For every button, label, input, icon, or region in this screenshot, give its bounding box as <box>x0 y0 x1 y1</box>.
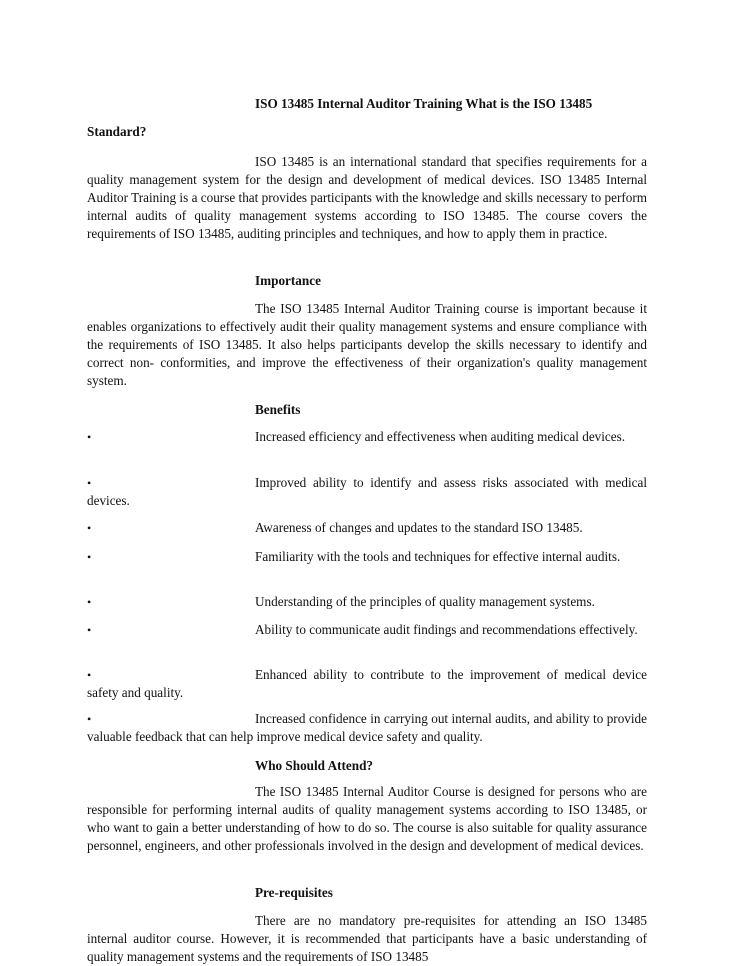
document-title-continued: Standard? <box>87 124 147 139</box>
bullet-icon: • <box>87 550 92 564</box>
benefit-text: Ability to communicate audit findings and recommendations effectively. <box>255 622 638 637</box>
benefit-text: Enhanced ability to contribute to the improvement of medical device safety and quality. <box>87 667 647 700</box>
benefit-item <box>87 710 647 746</box>
bullet-icon: • <box>87 623 92 637</box>
benefit-item <box>87 593 647 611</box>
document-title: ISO 13485 Internal Auditor Training What is the ISO 13485 <box>255 96 593 111</box>
benefit-text: Increased efficiency and effectiveness when auditing medical devices. <box>255 429 626 444</box>
bullet-icon: • <box>87 595 92 609</box>
benefit-text: Improved ability to identify and assess risks associated with medical devices. <box>87 475 647 508</box>
prerequisites-heading: Pre-requisites <box>255 885 333 900</box>
bullet-icon: • <box>87 668 92 682</box>
benefit-item <box>87 548 647 566</box>
bullet-icon: • <box>87 712 92 726</box>
intro-paragraph: ISO 13485 is an international standard that specifies requirements for a quality management system for the design and development of medical devices. ISO 13485 Internal Auditor Training is a course that provides participants with the knowledge and skills necessary to perform internal audits of quality management systems according to ISO 13485. The course covers the requirements of ISO 13485, auditing principles and techniques, and how to apply them in practice. <box>87 154 647 241</box>
benefit-item <box>87 474 647 510</box>
who-should-attend-heading: Who Should Attend? <box>255 758 373 773</box>
importance-heading: Importance <box>255 273 321 288</box>
benefit-text: Understanding of the principles of quality management systems. <box>255 594 595 609</box>
bullet-icon: • <box>87 476 92 490</box>
benefit-text: Familiarity with the tools and techniques for effective internal audits. <box>255 549 621 564</box>
benefit-item <box>87 666 647 702</box>
prerequisites-paragraph: There are no mandatory pre-requisites for attending an ISO 13485 internal auditor course. However, it is recommended that participants have a basic understanding of quality management systems and the requirements of ISO 13485 <box>87 913 647 964</box>
bullet-icon: • <box>87 430 92 444</box>
bullet-icon: • <box>87 521 92 535</box>
benefit-item <box>87 621 647 639</box>
importance-paragraph: The ISO 13485 Internal Auditor Training course is important because it enables organizations to effectively audit their quality management systems and ensure compliance with the requirements of ISO 13485. It also helps participants develop the skills necessary to identify and correct non- conformities, and improve the effectiveness of their organization's quality management system. <box>87 301 647 388</box>
benefit-text: Increased confidence in carrying out internal audits, and ability to provide valuable feedback that can help improve medical device safety and quality. <box>87 711 647 744</box>
benefit-item <box>87 519 647 537</box>
who-should-attend-paragraph: The ISO 13485 Internal Auditor Course is designed for persons who are responsible for performing internal audits of quality management systems according to ISO 13485, or who want to gain a better understanding of how to do so. The course is also suitable for quality assurance personnel, engineers, and other professionals involved in the design and development of medical devices. <box>87 784 647 853</box>
benefit-item <box>87 428 647 446</box>
benefit-text: Awareness of changes and updates to the standard ISO 13485. <box>255 520 583 535</box>
benefits-heading: Benefits <box>255 402 301 417</box>
